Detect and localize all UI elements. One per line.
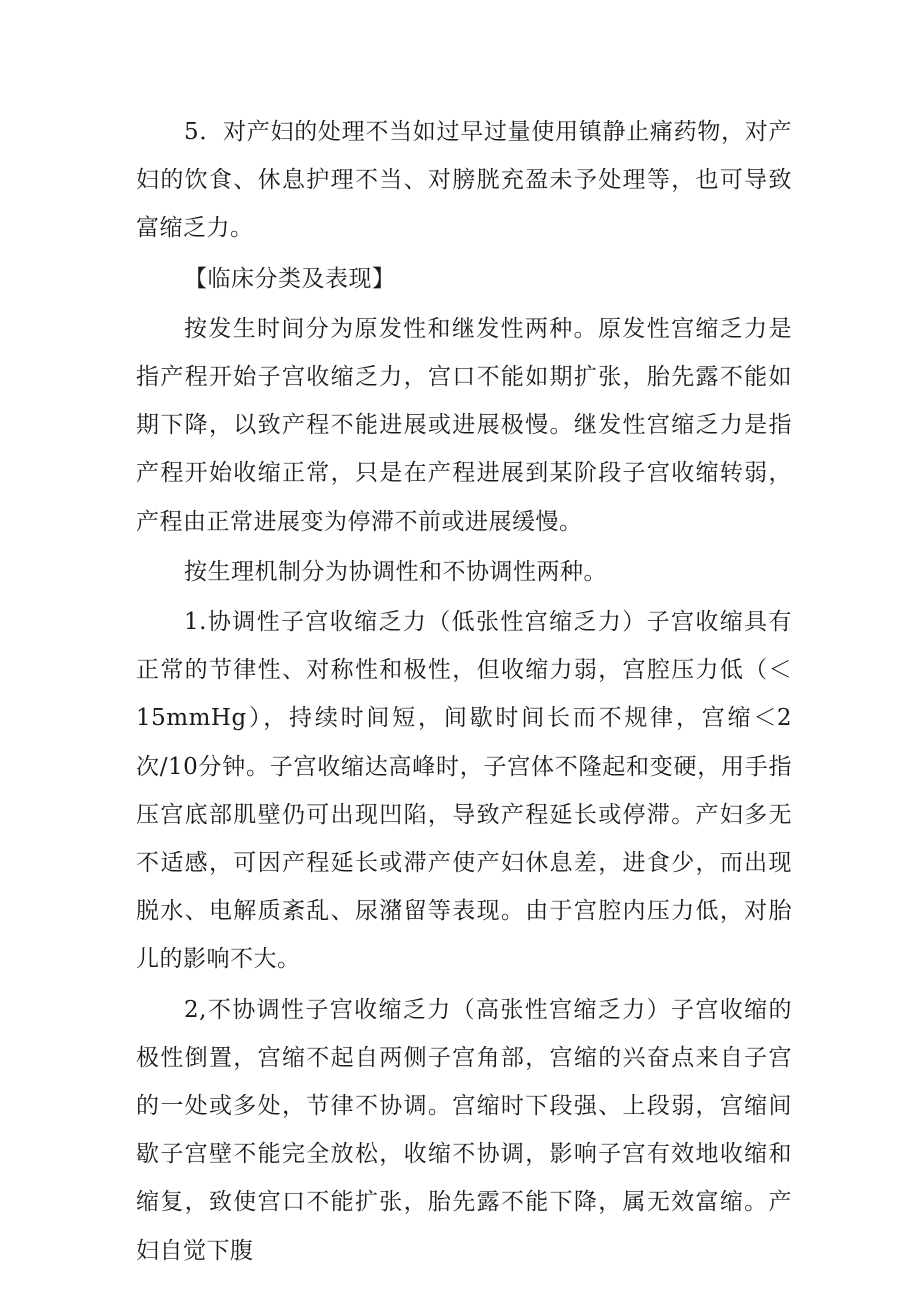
paragraph-item-5-cause: 5．对产妇的处理不当如过早过量使用镇静止痛药物，对产妇的饮食、休息护理不当、对膀胱充盈未予处理等，也可导致富缩乏力。 xyxy=(136,119,792,242)
paragraph-physiological-mechanism-classification: 按生理机制分为协调性和不协调性两种。 xyxy=(184,558,607,585)
paragraph-uncoordinated-inertia: 2,不协调性子宫收缩乏力（高张性宫缩乏力）子宫收缩的极性倒置，宫缩不起自两侧子宫角部，宫缩的兴奋点来自子宫的一处或多处，节律不协调。宫缩时下段强、上段弱，宫缩间歇子宫壁不能完全放松，收缩不协调，影响子宫有效地收缩和缩复，致使宫口不能扩张，胎先露不能下降，属无效富缩。产妇自觉下腹 xyxy=(136,996,792,1264)
paragraph-coordinated-inertia: 1.协调性子宫收缩乏力（低张性宫缩乏力）子宫收缩具有正常的节律性、对称性和极性，但收缩力弱，宫腔压力低（＜15mmHg），持续时间短，间歇时间长而不规律，宫缩＜2次/10分钟。子宫收缩达高峰时，子宫体不隆起和变硬，用手指压宫底部肌壁仍可出现凹陷，导致产程延长或停滞。产妇多无不适感，可因产程延长或滞产使产妇休息差，进食少，而出现脱水、电解质紊乱、尿潴留等表现。由于宫腔内压力低，对胎儿的影响不大。 xyxy=(136,609,792,973)
section-heading-clinical-classification: 【临床分类及表现】 xyxy=(184,265,396,292)
document-body xyxy=(136,108,792,1277)
paragraph-onset-time-classification: 按发生时间分为原发性和继发性两种。原发性宫缩乏力是指产程开始子宫收缩乏力，宫口不能如期扩张，胎先露不能如期下降，以致产程不能进展或进展极慢。继发性宫缩乏力是指产程开始收缩正常，只是在产程进展到某阶段子宫收缩转弱，产程由正常进展变为停滞不前或进展缓慢。 xyxy=(136,315,792,535)
